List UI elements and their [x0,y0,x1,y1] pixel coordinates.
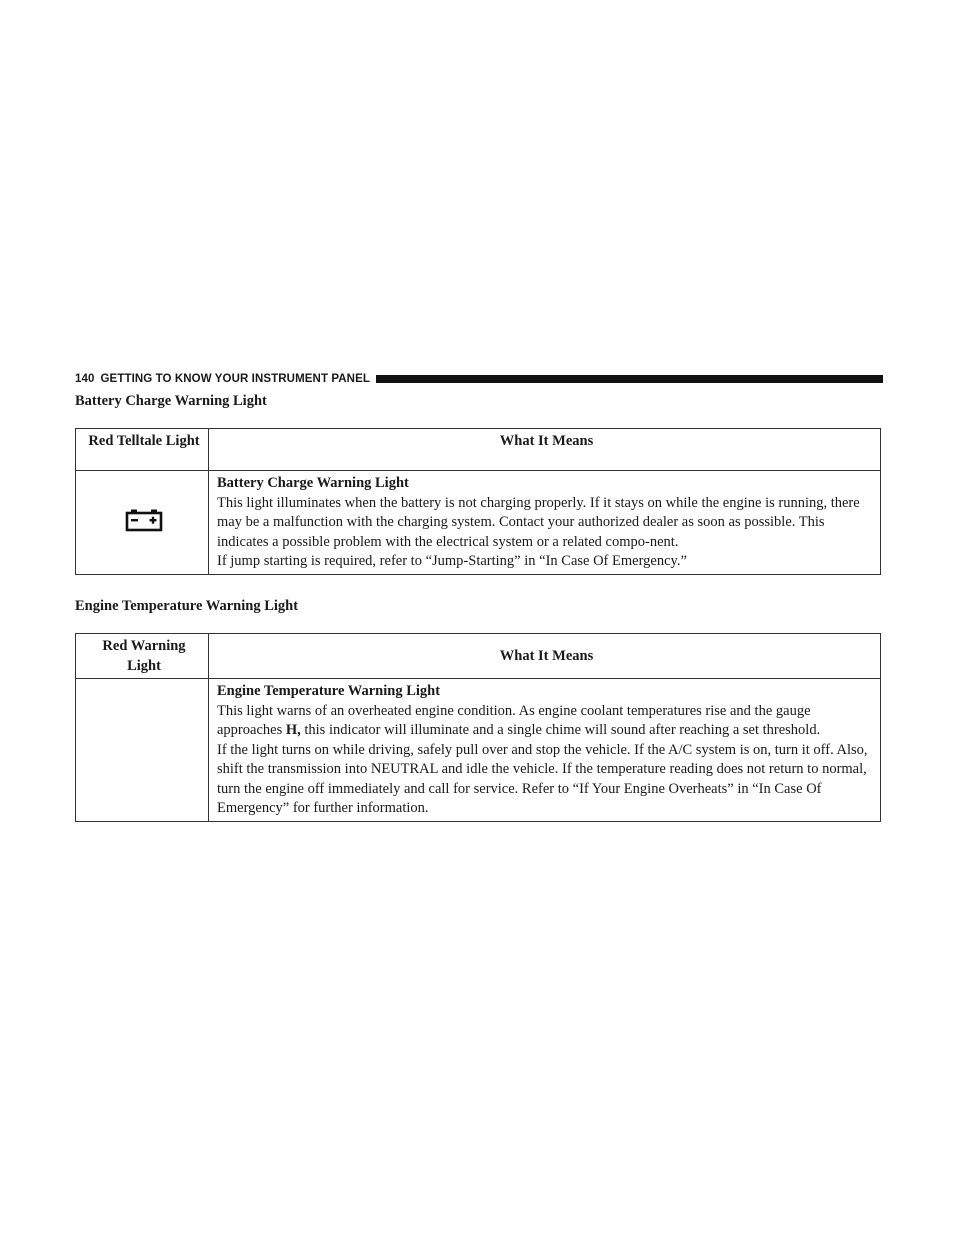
meaning-cell [209,471,881,575]
table-row [76,679,881,822]
header-rule [376,375,883,383]
entry-title: Engine Temperature Warning Light [217,683,441,699]
entry-body: This light illuminates when the battery is not charging properly. If it stays on while the engine is running, there may be a malfunction with the charging system. Contact your authorized dealer as soon as possible. This indicates a possible problem with the electrical system or a related compo-nent. [217,494,860,550]
entry-body [217,702,876,741]
meaning-cell [209,679,881,822]
gauge-h-marker: H, [285,722,301,738]
col-header-light: Red Warning Light [76,634,209,679]
icon-cell [76,471,209,575]
table-row [76,471,881,575]
page-number: 140 [75,373,95,385]
entry-body-text: This light warns of an overheated engine condition. As engine coolant temperatures rise and the gauge approaches [217,702,811,738]
table-header-row [76,634,881,679]
col-header-meaning: What It Means [209,634,881,679]
chapter-title: GETTING TO KNOW YOUR INSTRUMENT PANEL [100,373,370,385]
col-header-light: Red Telltale Light [76,429,209,471]
section-title-engine-temp: Engine Temperature Warning Light [75,598,299,614]
entry-note: If jump starting is required, refer to “Jump-Starting” in “In Case Of Emergency.” [217,553,687,569]
engine-temp-warning-table [75,633,881,822]
battery-warning-table [75,428,881,575]
table-header-row [76,429,881,471]
section-title-battery: Battery Charge Warning Light [75,393,267,409]
entry-note: If the light turns on while driving, safely pull over and stop the vehicle. If the A/C system is on, turn it off. Also, shift the transmission into NEUTRAL and idle the vehicle. If the temperature reading does not return to normal, turn the engine off immediately and call for service. Refer to “If Your Engine Overheats” in “In Case Of Emergency” for further information. [217,741,868,816]
col-header-meaning: What It Means [209,429,881,471]
battery-icon [125,508,163,532]
page-header [75,370,883,388]
icon-cell [76,679,209,822]
entry-title: Battery Charge Warning Light [217,475,409,491]
entry-body-text-cont: this indicator will illuminate and a single chime will sound after reaching a set threshold. [300,722,821,738]
